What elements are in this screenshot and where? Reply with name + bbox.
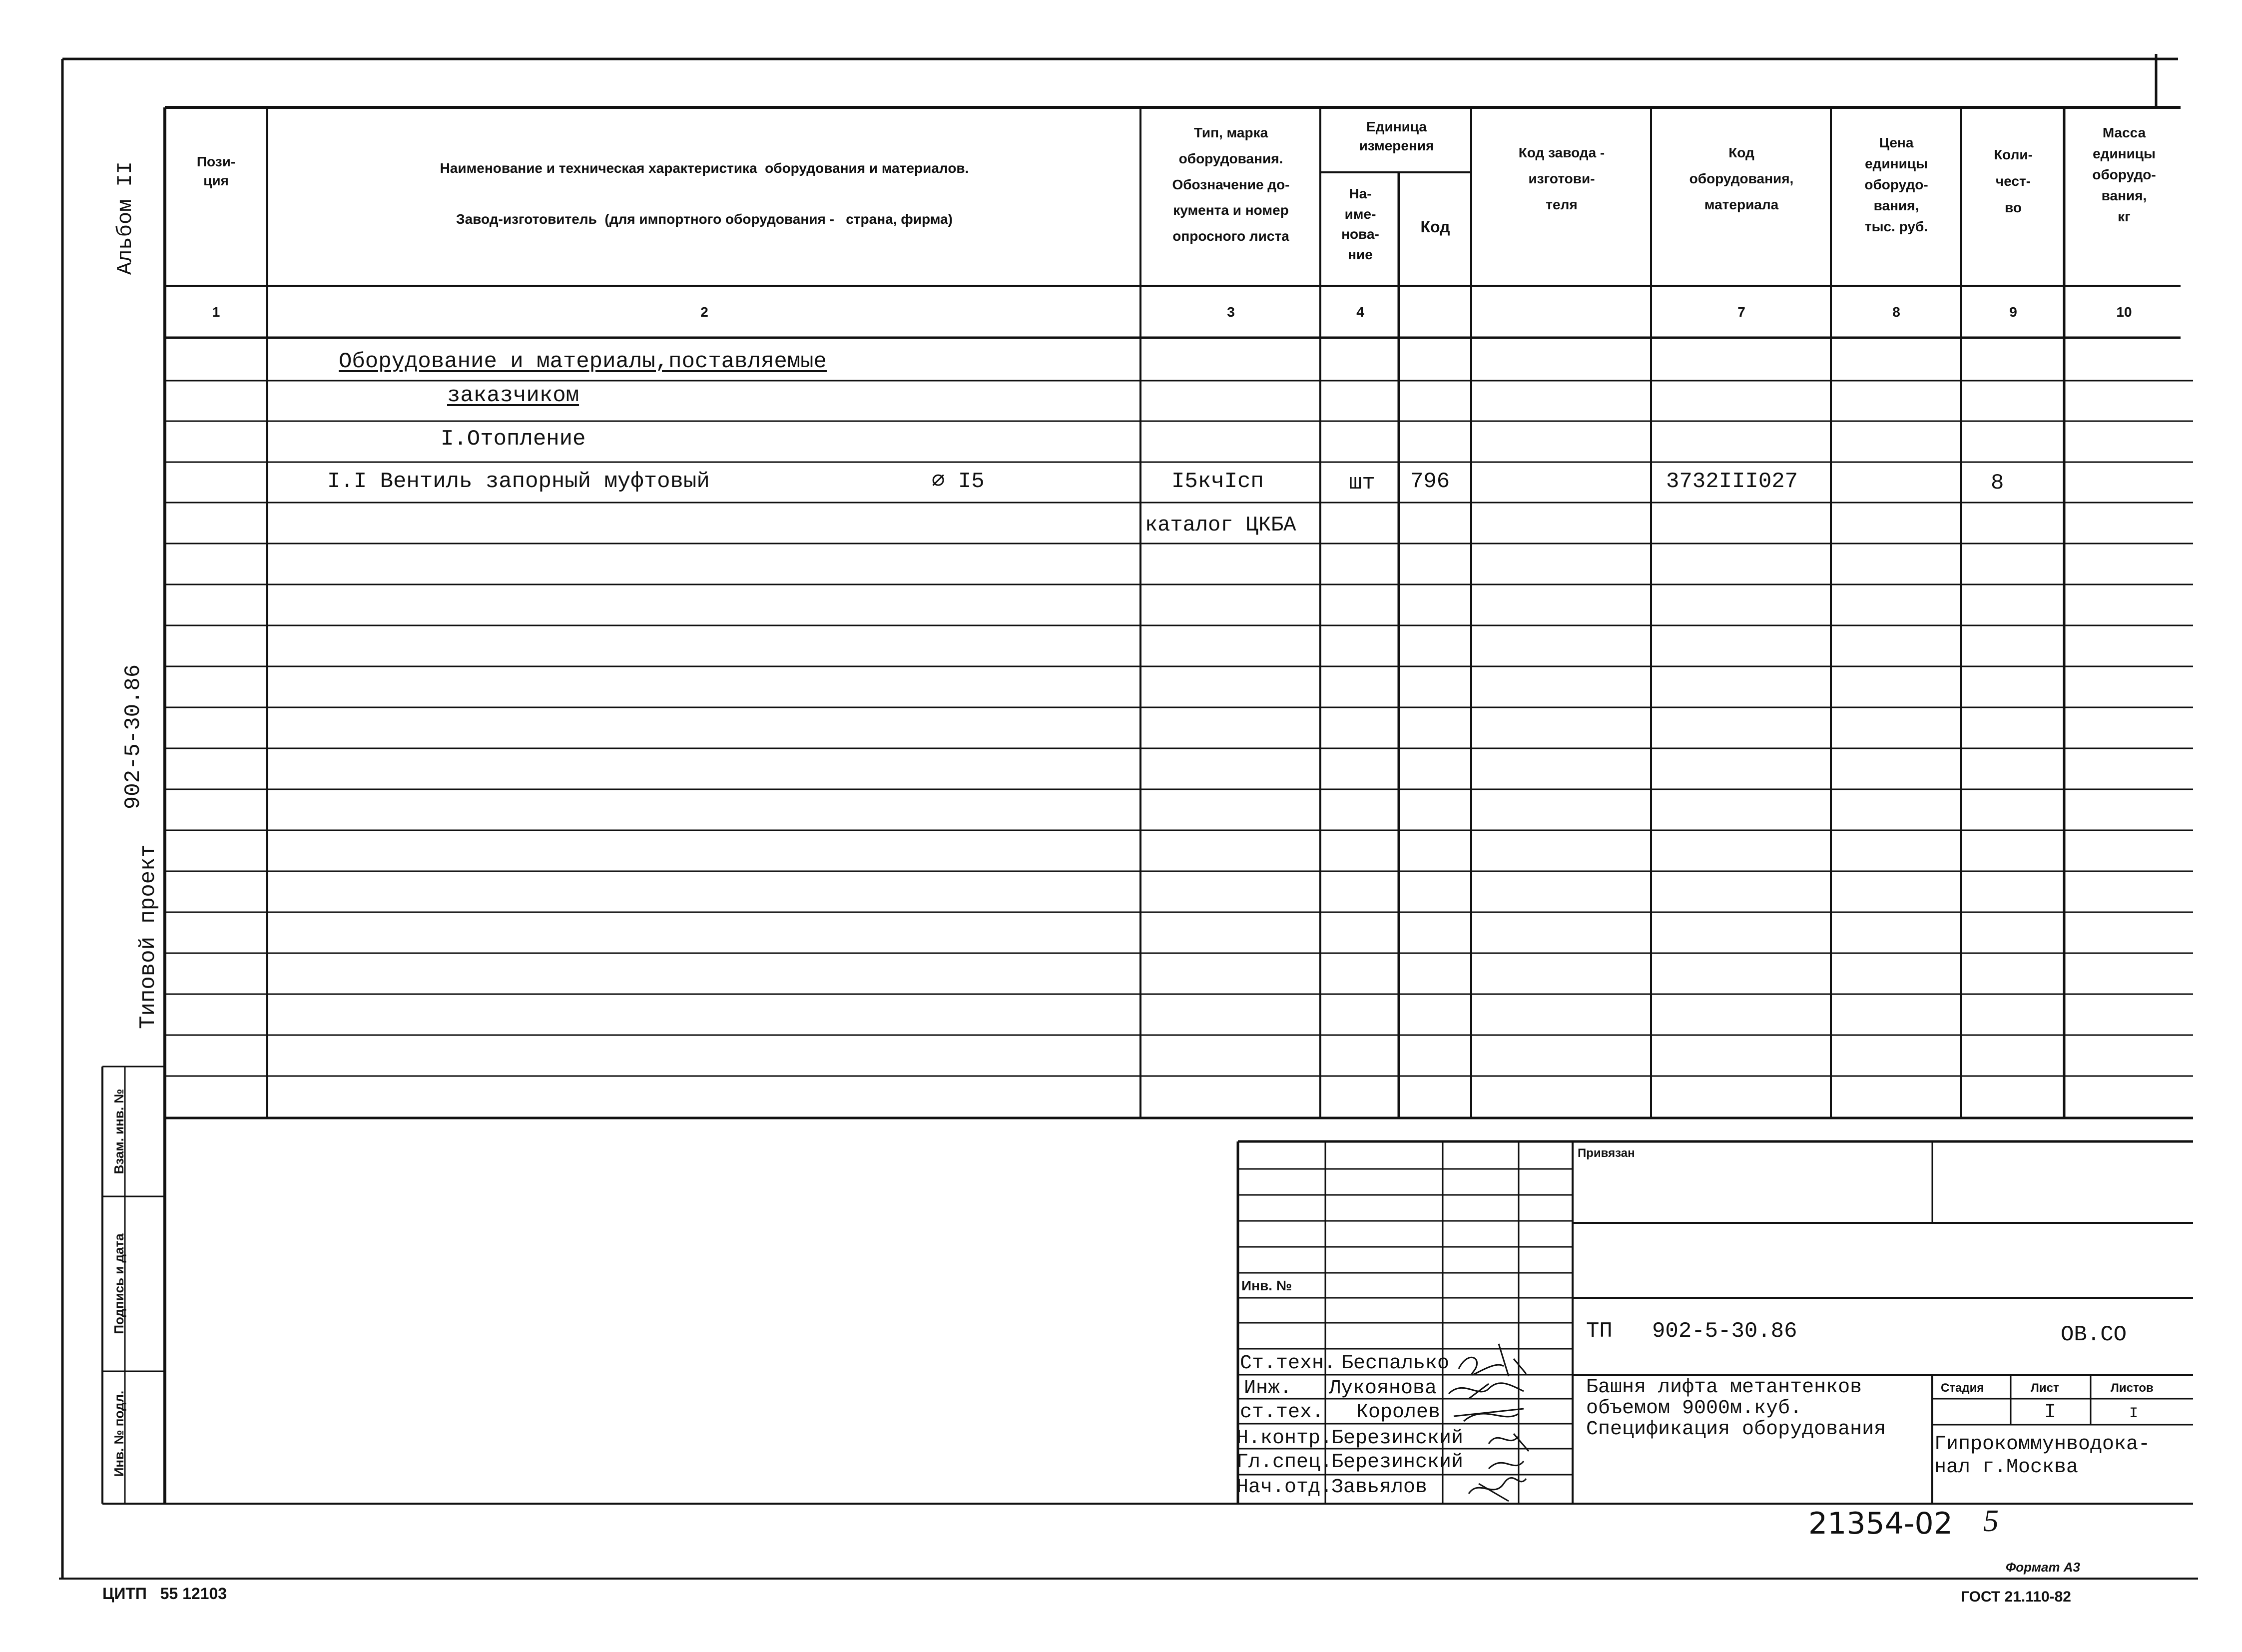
item-diameter: ∅ I5 bbox=[932, 469, 985, 494]
role-st-tech-2: ст.тех. bbox=[1240, 1401, 1324, 1424]
gost-label: ГОСТ 21.110-82 bbox=[1961, 1589, 2071, 1605]
header-unit-name: На- име- нова- ние bbox=[1341, 186, 1379, 262]
item-type: I5кчIсп bbox=[1171, 469, 1264, 494]
header-factory-code: Код завода - изготови- теля bbox=[1518, 145, 1605, 212]
item-unit: шт bbox=[1349, 471, 1375, 496]
role-n-kontr: Н.контр. bbox=[1236, 1427, 1333, 1450]
listov-label: Листов bbox=[2111, 1381, 2154, 1395]
item-quantity: 8 bbox=[1991, 471, 2004, 496]
list-number: I bbox=[2044, 1401, 2057, 1424]
doc-code: ТП 902-5-30.86 bbox=[1586, 1319, 1797, 1344]
name-bespalko: Беспалько bbox=[1341, 1352, 1450, 1375]
privyazan-label: Привязан bbox=[1578, 1146, 1635, 1160]
project-type: Типовой проект bbox=[136, 844, 161, 1029]
section-title-line-1: Оборудование и материалы,поставляемые bbox=[339, 349, 827, 374]
header-price: Цена единицы оборудо- вания, тыс. руб. bbox=[1864, 135, 1928, 234]
item-equipment-code: 3732III027 bbox=[1666, 469, 1798, 494]
role-gl-spec: Гл.спец. bbox=[1236, 1451, 1333, 1474]
stadiya-label: Стадия bbox=[1941, 1381, 1984, 1395]
header-name-line-1: Наименование и техническая характеристика оборудования и материалов. bbox=[440, 160, 969, 176]
inv-no-label: Инв. № bbox=[1241, 1278, 1292, 1293]
colnum-9: 9 bbox=[2009, 304, 2017, 320]
subsection-heating: I.Отопление bbox=[441, 427, 586, 452]
title-line-3: Спецификация оборудования bbox=[1586, 1418, 1886, 1441]
stamp-vzam-inv: Взам. инв. № bbox=[111, 1089, 126, 1174]
org-line-2: нал г.Москва bbox=[1934, 1456, 2079, 1479]
item-catalog: каталог ЦКБА bbox=[1145, 513, 1296, 537]
name-berezinsky-2: Березинский bbox=[1331, 1451, 1464, 1474]
section-title-line-2: заказчиком bbox=[447, 383, 579, 408]
title-line-1: Башня лифта метантенков bbox=[1586, 1376, 1862, 1399]
role-nach-otd: Нач.отд. bbox=[1236, 1476, 1333, 1499]
header-mass: Масса единицы оборудо- вания, кг bbox=[2092, 125, 2156, 224]
album-label: Альбом II bbox=[113, 161, 137, 275]
listov-number: I bbox=[2129, 1405, 2139, 1422]
colnum-10: 10 bbox=[2116, 304, 2132, 320]
name-korolev: Королев bbox=[1356, 1401, 1441, 1424]
header-name-line-2: Завод-изготовитель (для импортного оборудования - страна, фирма) bbox=[456, 211, 953, 227]
format-label: Формат А3 bbox=[2006, 1560, 2080, 1575]
item-unit-code: 796 bbox=[1410, 469, 1450, 494]
role-eng: Инж. bbox=[1244, 1377, 1292, 1400]
title-line-2: объемом 9000м.куб. bbox=[1586, 1397, 1802, 1420]
colnum-2: 2 bbox=[700, 304, 708, 320]
org-line-1: Гипрокоммунводока- bbox=[1934, 1433, 2151, 1456]
role-st-tech: Ст.техн. bbox=[1240, 1352, 1336, 1375]
colnum-7: 7 bbox=[1737, 304, 1745, 320]
header-unit-code: Код bbox=[1420, 218, 1450, 236]
name-berezinsky-1: Березинский bbox=[1331, 1427, 1464, 1450]
header-equipment-code: Код оборудования, материала bbox=[1689, 145, 1794, 212]
doc-suffix: ОВ.СО bbox=[2061, 1322, 2127, 1347]
colnum-4: 4 bbox=[1356, 304, 1364, 320]
stamp-inv-podl: Инв. № подл. bbox=[111, 1390, 126, 1477]
list-label: Лист bbox=[2031, 1381, 2059, 1395]
header-quantity: Коли- чест- во bbox=[1994, 147, 2033, 216]
archive-number: 21354-02 bbox=[1808, 1506, 1953, 1541]
signatures-drawing bbox=[1439, 1329, 1554, 1509]
item-name: I.I Вентиль запорный муфтовый bbox=[327, 469, 710, 494]
colnum-3: 3 bbox=[1227, 304, 1235, 320]
sheet-number: 5 bbox=[1983, 1504, 1999, 1538]
citp-label: ЦИТП 55 12103 bbox=[102, 1585, 227, 1603]
name-zavyalov: Завьялов bbox=[1331, 1476, 1428, 1499]
header-type: Тип, марка оборудования. Обозначение до- кумента и номер опросного листа bbox=[1172, 125, 1290, 244]
name-lukoyanova: Лукоянова bbox=[1329, 1377, 1437, 1400]
header-position: Пози- ция bbox=[196, 154, 236, 188]
colnum-8: 8 bbox=[1892, 304, 1900, 320]
stamp-podpis-data: Подпись и дата bbox=[111, 1233, 126, 1334]
colnum-1: 1 bbox=[212, 304, 220, 320]
project-number: 902-5-30.86 bbox=[121, 664, 146, 810]
header-unit-group: Единица измерения bbox=[1359, 119, 1434, 153]
